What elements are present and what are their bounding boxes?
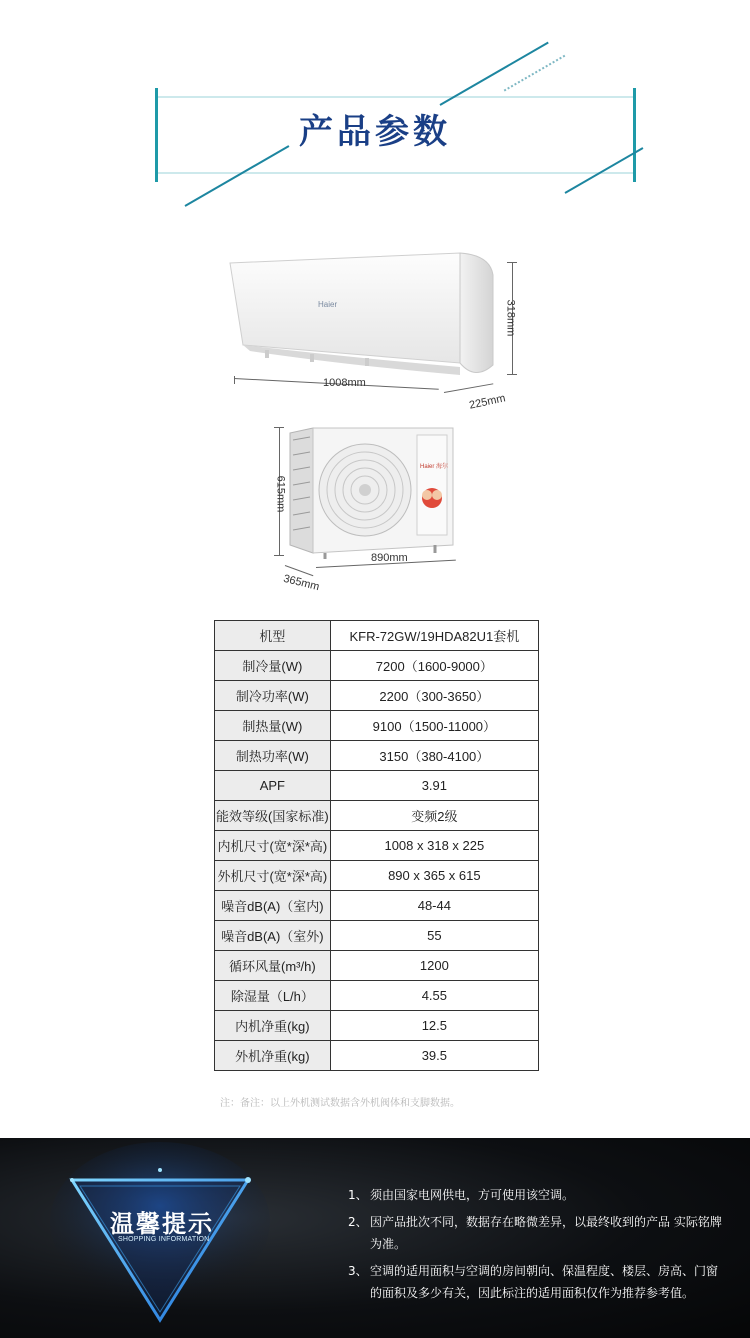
spec-value: 4.55 [330,981,538,1011]
spec-value: KFR-72GW/19HDA82U1套机 [330,621,538,651]
spec-value: 3150（380-4100） [330,741,538,771]
spec-label: 外机净重(kg) [215,1041,331,1071]
outdoor-width-label: 890mm [371,552,408,564]
table-row [215,861,539,891]
tips-section [0,1138,750,1338]
tips-item-number: 2、 [348,1215,368,1229]
tips-item-number: 1、 [348,1188,368,1202]
table-row [215,771,539,801]
spec-label: 循环风量(m³/h) [215,951,331,981]
table-row [215,711,539,741]
spec-value: 1008 x 318 x 225 [330,831,538,861]
spec-label: 制热功率(W) [215,741,331,771]
table-row [215,681,539,711]
table-row [215,741,539,771]
tips-list [348,1184,728,1309]
indoor-brand-logo: Haier [318,300,338,309]
spec-label: 噪音dB(A)（室外) [215,921,331,951]
indoor-depth-label: 225mm [468,392,507,412]
spec-table [214,620,539,1071]
spec-label: 内机尺寸(宽*深*高) [215,831,331,861]
table-row [215,831,539,861]
spec-label: 除湿量（L/h） [215,981,331,1011]
tips-item [348,1260,728,1304]
table-footnote: 注：备注：以上外机测试数据含外机阀体和支脚数据。 [220,1098,460,1109]
spec-label: 制冷功率(W) [215,681,331,711]
table-row [215,921,539,951]
spec-label: APF [215,771,331,801]
indoor-height-label: 318mm [504,299,517,337]
outdoor-brand-logo: Haier 海尔 [420,464,449,470]
spec-value: 55 [330,921,538,951]
tips-title: 温馨提示 [110,1210,214,1238]
spec-value: 1200 [330,951,538,981]
tips-subtitle: SHOPPING INFORMATION [118,1236,210,1243]
tips-item [348,1211,728,1255]
indoor-unit-image [225,245,505,390]
table-row [215,1011,539,1041]
spec-label: 机型 [215,621,331,651]
table-row [215,981,539,1011]
spec-value: 48-44 [330,891,538,921]
spec-label: 能效等级(国家标准) [215,801,331,831]
spec-value: 9100（1500-11000） [330,711,538,741]
spec-value: 3.91 [330,771,538,801]
dimension-line [274,427,284,428]
spec-value: 12.5 [330,1011,538,1041]
spec-value: 2200（300-3650） [330,681,538,711]
outdoor-depth-label: 365mm [282,572,321,594]
table-row [215,651,539,681]
tips-item-text: 因产品批次不同，数据存在略微差异，以最终收到的产品 实际铭牌为准。 [370,1215,722,1251]
tips-item-number: 3、 [348,1264,368,1278]
spec-label: 制热量(W) [215,711,331,741]
spec-label: 内机净重(kg) [215,1011,331,1041]
table-row [215,1041,539,1071]
dimension-line [507,262,517,263]
table-row [215,891,539,921]
table-row [215,951,539,981]
table-row [215,801,539,831]
outdoor-unit-image [285,425,460,560]
dimension-line [274,555,284,556]
spec-label: 外机尺寸(宽*深*高) [215,861,331,891]
page-title: 产品参数 [299,112,451,152]
table-row [215,621,539,651]
outdoor-height-label: 615mm [274,475,287,513]
tips-item-text: 须由国家电网供电，方可使用该空调。 [370,1188,575,1202]
spec-value: 890 x 365 x 615 [330,861,538,891]
tips-item [348,1184,728,1206]
indoor-width-label: 1008mm [323,377,366,389]
spec-value: 7200（1600-9000） [330,651,538,681]
spec-label: 制冷量(W) [215,651,331,681]
tips-item-text: 空调的适用面积与空调的房间朝向、保温程度、楼层、房高、门窗的面积及多少有关，因此标注的适用面积仅作为推荐参考值。 [370,1264,719,1300]
dimension-line [507,374,517,375]
spec-value: 变频2级 [330,801,538,831]
spec-value: 39.5 [330,1041,538,1071]
spec-label: 噪音dB(A)（室内) [215,891,331,921]
